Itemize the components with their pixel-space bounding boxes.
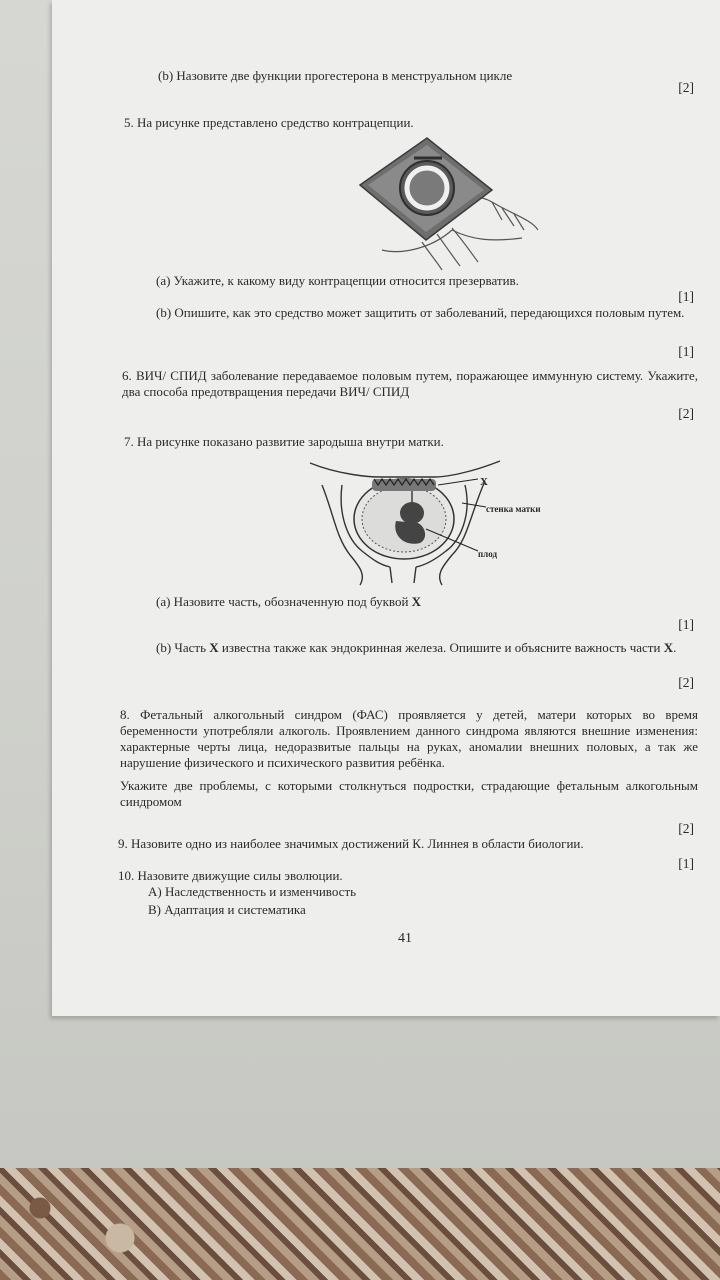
q4b-marks: [2] [678,80,694,95]
label-fetus: плод [478,549,498,559]
q7-stem: 7. На рисунке показано развитие зародыша внутри матки. [124,434,444,449]
q9-text: 9. Назовите одно из наиболее значимых достижений К. Линнея в области биологии. [118,836,584,851]
q7a-marks: [1] [678,617,694,632]
label-uterus-wall: стенка матки [486,504,541,514]
condom-illustration [342,130,552,280]
condom-package [360,138,492,240]
q8-marks: [2] [678,821,694,836]
placenta [372,479,436,491]
q5a-text: (a) Укажите, к какому виду контрацепции относится презерватив. [156,273,519,288]
label-x: X [480,476,488,488]
q5b-marks: [1] [678,344,694,359]
q7b-marks: [2] [678,675,694,690]
q5b-text: (b) Опишите, как это средство может защитить от заболеваний, передающихся половым путем. [156,305,685,320]
q10-option-a: A) Наследственность и изменчивость [148,884,357,899]
q9-marks: [1] [678,856,694,871]
q6-text: 6. ВИЧ/ СПИД заболевание передаваемое половым путем, поражающее иммунную систему. Укажите, два способа предотвращения передачи ВИЧ/ СПИД [122,368,698,399]
page-number: 41 [398,931,412,946]
q7a-text: (a) Назовите часть, обозначенную под буквой X [156,594,422,609]
exam-page [52,0,720,1016]
q8-task: Укажите две проблемы, с которыми столкнуться подростки, страдающие фетальным алкогольным синдромом [120,778,698,809]
q6-marks: [2] [678,406,694,421]
q7b-text: (b) Часть X известна также как эндокринная железа. Опишите и объясните важность части X. [156,640,677,655]
q5a-marks: [1] [678,289,694,304]
q5-stem: 5. На рисунке представлено средство контрацепции. [124,115,414,130]
carpet-background [0,1168,720,1280]
q4b-text: (b) Назовите две функции прогестерона в менструальном цикле [158,68,513,83]
q10-option-b: B) Адаптация и систематика [148,902,306,917]
q8-text: 8. Фетальный алкогольный синдром (ФАС) проявляется у детей, матери которых во время беременности употребляли алкоголь. Проявлением данного синдрома являются внешние изменения: характерные черты лица, недоразвитые пальцы на руках, аномалии внешних половых, а так же нарушение физического и психического развития ребёнка. [120,707,698,770]
q10-stem: 10. Назовите движущие силы эволюции. [118,868,343,883]
